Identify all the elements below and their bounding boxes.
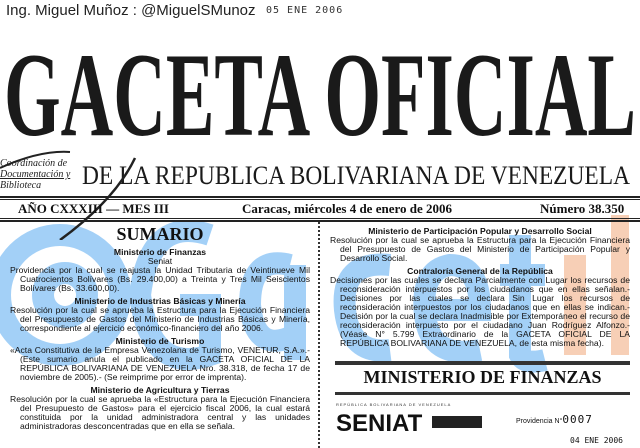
entry-text: «Acta Constitutiva de la Empresa Venezolana de Turismo, VENETUR, S.A.».- (Este sumario anula el publicado en la GACETA OFICIAL DE LA REPÚBLICA BOLIVARIANA DE VENEZUELA Nro. 38.318, de fecha 17 de noviembre de 2005).- (Se reimprime por error de imprenta). bbox=[10, 345, 310, 382]
entry-heading: Ministerio de Turismo bbox=[115, 336, 205, 346]
issue-year: AÑO CXXXIII — MES III bbox=[18, 201, 169, 216]
entry-text: Decisiones por las cuales se declara Parcialmente con Lugar los recursos de reconsideración interpuestos por los ciudadanos que en ellas señalan.- Decisiones por las cuales se declara Sin Lugar los recursos de reconsideración interpuestos por los ciudadanos que en ellas se indican.- Decisión por la cual se declara Inadmisible por Extemporáneo el recurso de reconsideración interpuesto por el ciudadano Juan Rodríguez Alfonzo.- (Véase N° 5.799 Extraordinario de la GACETA OFICIAL DE LA REPÚBLICA BOLIVARIANA DE VENEZUELA, de esta misma fecha). bbox=[330, 275, 630, 348]
stamp-line: Documentación y bbox=[0, 169, 71, 180]
entry-heading: Ministerio de Industrias Básicas y Minería bbox=[74, 296, 246, 306]
logo-bar bbox=[432, 416, 482, 428]
entry-heading: Ministerio de Agricultura y Tierras bbox=[90, 385, 230, 395]
stamp-line: Coordinación de bbox=[0, 158, 68, 169]
masthead-title bbox=[0, 0, 640, 170]
rule bbox=[0, 218, 640, 219]
entry-heading: Ministerio de Finanzas bbox=[113, 247, 207, 257]
section-title: MINISTERIO DE FINANZAS bbox=[363, 367, 602, 387]
entry-text: Resolución por la cual se aprueba la «Estructura para la Ejecución Financiera del Presupuesto de Gastos» para el ejercicio fiscal 2006, la cual estará constituida por la unidad administradora central y las unidades administradoras desconcentradas que en ella se señala. bbox=[10, 394, 310, 431]
library-stamp bbox=[0, 158, 76, 191]
seniat-logo: SENIAT bbox=[336, 410, 423, 437]
received-stamp: 05 ENE 2006 bbox=[266, 5, 344, 16]
dateline bbox=[0, 200, 640, 218]
issue-number: Número 38.350 bbox=[540, 201, 625, 216]
entry-text: Resolución por la cual se aprueba la Estructura para la Ejecución Financiera del Presupuesto de Gastos del Ministerio de Industrias Básicas y Minería, correspondiente al ejercicio económico-financiero del año 2006. bbox=[10, 305, 310, 333]
sumario-left-column bbox=[10, 248, 310, 435]
rule bbox=[0, 220, 640, 222]
sumario-heading: SUMARIO bbox=[116, 224, 204, 244]
entry-text: Resolución por la cual se aprueba la Estructura para la Ejecución Financiera del Presupuesto de Gastos del Ministerio de Participación Popular y Desarrollo Social. bbox=[330, 235, 630, 263]
sumario-right-column bbox=[330, 227, 630, 352]
entry-heading: Ministerio de Participación Popular y Desarrollo Social bbox=[368, 226, 592, 236]
providencia-value: 0007 bbox=[562, 413, 593, 426]
masthead-title-text: GACETA OFICIAL bbox=[4, 28, 636, 161]
entry-heading: Contraloría General de la República bbox=[407, 266, 553, 276]
entry-text: Providencia por la cual se reajusta la Unidad Tributaria de Veintinueve Mil Cuatrocientos Bolívares (Bs. 29.400,00) a Treinta y Tres Mil Seiscientos Bolívares (Bs. 33.600,00). bbox=[10, 265, 310, 293]
date-stamp: 04 ENE 2006 bbox=[570, 436, 623, 445]
providencia-label: Providencia N° bbox=[516, 418, 563, 425]
masthead-subtitle-text: DE LA REPUBLICA BOLIVARIANA DE VENEZUELA bbox=[82, 161, 631, 190]
credit-line: Ing. Miguel Muñoz : @MiguelSMunoz bbox=[6, 2, 256, 19]
rule bbox=[0, 196, 640, 198]
issue-date: Caracas, miércoles 4 de enero de 2006 bbox=[242, 201, 452, 216]
entry-subheading: Seniat bbox=[147, 256, 173, 266]
rule bbox=[335, 392, 630, 395]
stamp-line: Biblioteca bbox=[0, 180, 42, 191]
providencia-number bbox=[516, 413, 593, 428]
logo-caption: REPÚBLICA BOLIVARIANA DE VENEZUELA bbox=[336, 402, 452, 407]
column-divider bbox=[318, 222, 320, 448]
rule bbox=[335, 361, 630, 365]
